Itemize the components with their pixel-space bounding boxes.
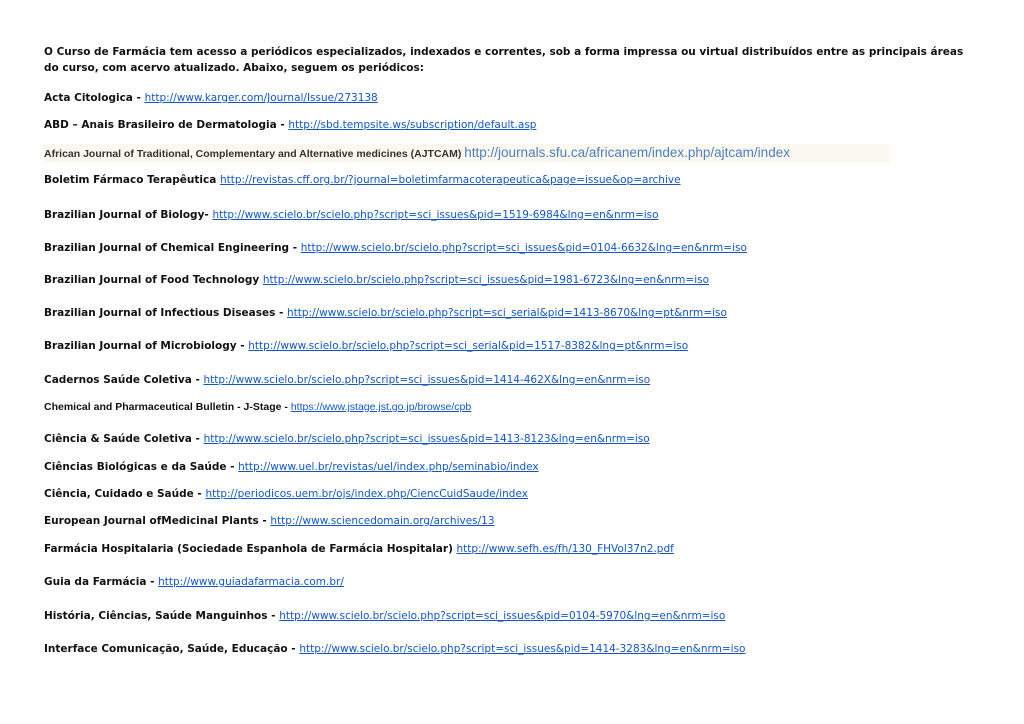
journal-link[interactable]: http://sbd.tempsite.ws/subscription/default.asp xyxy=(288,119,537,131)
journal-separator: - xyxy=(287,643,300,655)
journal-link[interactable]: http://www.scielo.br/scielo.php?script=sci_serial&pid=1413-8670&lng=pt&nrm=iso xyxy=(287,307,727,319)
journal-separator: - xyxy=(281,401,291,413)
journal-title: European Journal ofMedicinal Plants xyxy=(44,515,259,527)
journal-link[interactable]: http://www.scielo.br/scielo.php?script=sci_issues&pid=1519-6984&lng=en&nrm=iso xyxy=(212,209,659,221)
journal-title: Guia da Farmácia xyxy=(44,576,147,588)
journal-entry-anais-dermatologia xyxy=(44,118,536,132)
journal-title: Cadernos Saúde Coletiva xyxy=(44,374,192,386)
journal-link[interactable]: http://www.karger.com/Journal/Issue/273138 xyxy=(144,92,378,104)
journal-link[interactable]: http://www.sciencedomain.org/archives/13 xyxy=(270,515,495,527)
journal-separator: - xyxy=(236,340,249,352)
journal-entry-brazilian-microbiology xyxy=(44,339,688,353)
journal-title: Brazilian Journal of Microbiology xyxy=(44,340,237,352)
journal-title: Interface Comunicação, Saúde, Educação xyxy=(44,643,288,655)
journal-link[interactable]: http://www.scielo.br/scielo.php?script=sci_issues&pid=1414-3283&lng=en&nrm=iso xyxy=(299,643,746,655)
journal-entry-historia-manguinhos xyxy=(44,609,725,623)
journal-link[interactable]: http://www.scielo.br/scielo.php?script=sci_issues&pid=1413-8123&lng=en&nrm=iso xyxy=(203,433,650,445)
journal-separator: - xyxy=(275,307,287,319)
journal-link[interactable]: http://www.scielo.br/scielo.php?script=sci_issues&pid=1981-6723&lng=en&nrm=iso xyxy=(262,274,710,286)
journal-link[interactable]: http://www.scielo.br/scielo.php?script=sci_serial&pid=1517-8382&lng=pt&nrm=iso xyxy=(248,340,689,352)
journal-separator: - xyxy=(191,433,204,445)
journal-entry-brazilian-chemical-engineering xyxy=(44,241,747,255)
journal-entry-ajtcam xyxy=(44,144,890,163)
journal-title: História, Ciências, Saúde Manguinhos xyxy=(44,610,268,622)
journal-title: Ciência, Cuidado e Saúde xyxy=(44,488,194,500)
journal-title: ABD – Anais Brasileiro de Dermatologia xyxy=(44,119,277,131)
journal-entry-interface-comunicacao xyxy=(44,642,745,656)
journal-separator: - xyxy=(132,92,145,104)
journal-title: Chemical and Pharmaceutical Bulletin - J-Stage xyxy=(44,401,282,413)
journal-link[interactable]: http://periodicos.uem.br/ojs/index.php/CiencCuidSaude/index xyxy=(205,488,528,500)
journal-separator: - xyxy=(191,374,204,386)
journal-link[interactable]: http://www.scielo.br/scielo.php?script=sci_issues&pid=1414-462X&lng=en&nrm=iso xyxy=(203,374,651,386)
journal-separator: - xyxy=(226,461,239,473)
journal-separator: - xyxy=(146,576,159,588)
journal-entry-chemical-pharmaceutical-bulletin xyxy=(44,400,471,414)
journal-title: Brazilian Journal of Chemical Engineering xyxy=(44,242,290,254)
journal-entry-brazilian-infectious-diseases xyxy=(44,306,727,320)
journal-entry-ciencia-saude-coletiva xyxy=(44,432,650,446)
journal-link[interactable]: http://www.scielo.br/scielo.php?script=sci_issues&pid=0104-6632&lng=en&nrm=iso xyxy=(300,242,747,254)
journal-link[interactable]: http://journals.sfu.ca/africanem/index.php/ajtcam/index xyxy=(464,145,790,160)
journal-separator: - xyxy=(289,242,301,254)
journal-title: Brazilian Journal of Infectious Diseases xyxy=(44,307,276,319)
journal-entry-acta-citologica xyxy=(44,91,378,105)
journal-separator: - xyxy=(276,119,289,131)
journal-separator: - xyxy=(204,209,213,221)
journal-entry-cadernos-saude-coletiva xyxy=(44,373,650,387)
journal-link[interactable]: http://revistas.cff.org.br/?journal=boletimfarmacoterapeutica&page=issue&op=archive xyxy=(219,174,681,186)
intro-paragraph: O Curso de Farmácia tem acesso a periódicos especializados, indexados e correntes, sob a forma impressa ou virtual distribuídos entre as principais áreas do curso, com acervo atualizado. Abaixo, seguem os periódicos: xyxy=(44,46,964,74)
journal-title: Brazilian Journal of Food Technology xyxy=(44,274,260,286)
journal-link[interactable]: http://www.uel.br/revistas/uel/index.php/seminabio/index xyxy=(238,461,539,473)
journal-separator: - xyxy=(193,488,206,500)
journal-entry-ciencias-biologicas-saude xyxy=(44,460,539,474)
journal-link[interactable]: http://www.scielo.br/scielo.php?script=sci_issues&pid=0104-5970&lng=en&nrm=iso xyxy=(279,610,726,622)
journal-entry-farmacia-hospitalaria xyxy=(44,542,674,556)
journal-title: Acta Citologica xyxy=(44,92,133,104)
journal-entry-european-medicinal-plants xyxy=(44,514,495,528)
journal-title: African Journal of Traditional, Complementary and Alternative medicines (AJTCAM) xyxy=(44,148,462,160)
journal-link[interactable]: https://www.jstage.jst.go.jp/browse/cpb xyxy=(290,401,472,413)
journal-entry-ciencia-cuidado-saude xyxy=(44,487,528,501)
journal-title: Boletim Fármaco Terapêutica xyxy=(44,174,217,186)
journal-title: Brazilian Journal of Biology xyxy=(44,209,205,221)
journal-title: Ciências Biológicas e da Saúde xyxy=(44,461,227,473)
journal-entry-brazilian-biology xyxy=(44,208,659,222)
journal-entry-brazilian-food-technology xyxy=(44,273,709,287)
journal-link[interactable]: http://www.guiadafarmacia.com.br/ xyxy=(158,576,344,588)
journal-title: Farmácia Hospitalaria (Sociedade Espanhola de Farmácia Hospitalar) xyxy=(44,543,453,555)
journal-separator: - xyxy=(258,515,271,527)
journal-link[interactable]: http://www.sefh.es/fh/130_FHVol37n2.pdf xyxy=(456,543,674,555)
journal-entry-boletim-farmaco xyxy=(44,173,681,187)
journal-entry-guia-farmacia xyxy=(44,575,344,589)
journal-separator: - xyxy=(267,610,280,622)
journal-title: Ciência & Saúde Coletiva xyxy=(44,433,192,445)
